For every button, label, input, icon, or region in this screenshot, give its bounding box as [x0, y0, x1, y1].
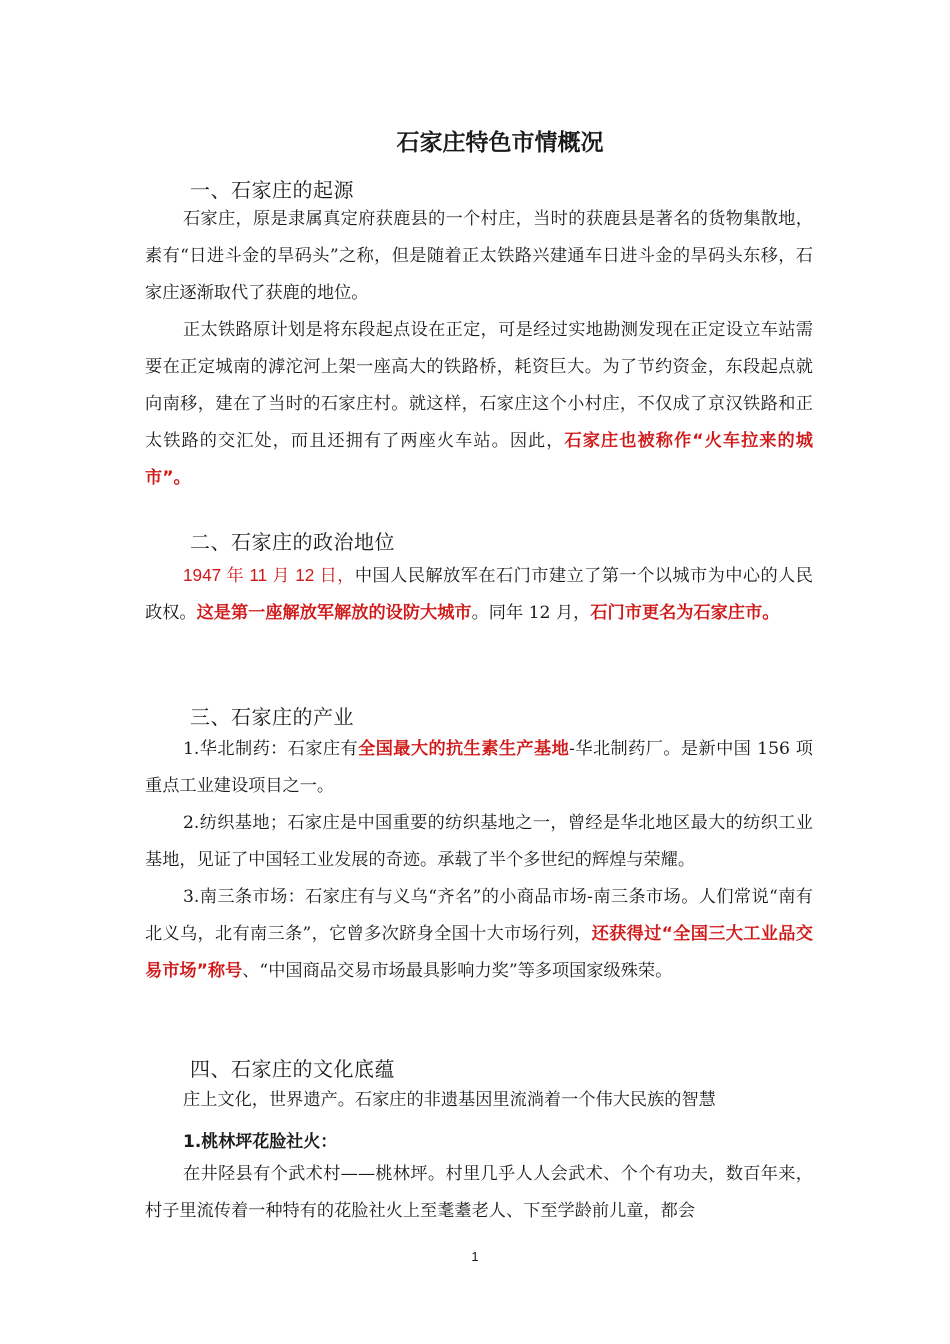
industry-item-pharma — [145, 731, 813, 805]
culture-subheading: 1.桃林坪花脸社火： — [183, 1132, 338, 1152]
politics-text-1: 中国人民解放军在石门市建立了第一个以城市为中心的人民政权。 — [145, 566, 813, 623]
market-text-1: 3.南三条市场：石家庄有与义乌“齐名”的小商品市场-南三条市场。人们常说“南有北义乌，北有南三条”，它曾多次跻身全国十大市场行列， — [145, 887, 813, 944]
highlight-rename: 石门市更名为石家庄市。 — [590, 603, 780, 623]
section-heading-origin: 一、石家庄的起源 — [190, 178, 354, 202]
paragraph-culture-intro: 庄上文化，世界遗产。石家庄的非遗基因里流淌着一个伟大民族的智慧 — [183, 1090, 716, 1110]
industry-item-market — [145, 879, 813, 990]
page-title: 石家庄特色市情概况 — [396, 130, 604, 156]
highlight-antibiotic-base: 全国最大的抗生素生产基地 — [358, 739, 570, 759]
paragraph-origin-2-text: 正太铁路原计划是将东段起点设在正定，可是经过实地勘测发现在正定设立车站需要在正定城南的滹沱河上架一座高大的铁路桥，耗资巨大。为了节约资金，东段起点就向南移，建在了当时的石家庄村。就这样，石家庄这个小村庄，不仅成了京汉铁路和正太铁路的交汇处，而且还拥有了两座火车站。因此， — [145, 320, 813, 451]
section-heading-politics: 二、石家庄的政治地位 — [190, 530, 395, 554]
politics-text-2: 。同年 12 月， — [471, 603, 591, 623]
paragraph-origin-1: 石家庄，原是隶属真定府获鹿县的一个村庄，当时的获鹿县是著名的货物集散地，素有“日进斗金的旱码头”之称，但是随着正太铁路兴建通车日进斗金的旱码头东移，石家庄逐渐取代了获鹿的地位。 — [145, 209, 813, 303]
page-number: 1 — [471, 1249, 479, 1264]
highlight-first-city: 这是第一座解放军解放的设防大城市 — [196, 603, 472, 623]
pharma-text-1: 1.华北制药：石家庄有 — [183, 739, 359, 759]
paragraph-origin-2 — [145, 312, 813, 497]
industry-item-textile: 2.纺织基地；石家庄是中国重要的纺织基地之一，曾经是华北地区最大的纺织工业基地，见证了中国轻工业发展的奇迹。承载了半个多世纪的辉煌与荣耀。 — [145, 813, 813, 870]
highlight-date: 1947 年 11 月 12 日， — [183, 565, 355, 585]
market-text-2: 、“中国商品交易市场最具影响力奖”等多项国家级殊荣。 — [242, 961, 673, 981]
highlight-market-title: 还获得过“全国三大工业品交易市场”称号 — [145, 924, 813, 981]
pharma-text-2: -华北制药厂。是新中国 156 项重点工业建设项目之一。 — [145, 739, 813, 796]
highlight-train-city: 石家庄也被称作“火车拉来的城市”。 — [145, 431, 813, 488]
section-heading-culture: 四、石家庄的文化底蕴 — [190, 1057, 395, 1081]
section-heading-industry: 三、石家庄的产业 — [190, 705, 354, 729]
paragraph-culture-1: 在井陉县有个武术村——桃林坪。村里几乎人人会武术、个个有功夫，数百年来，村子里流传着一种特有的花脸社火上至耄耋老人、下至学龄前儿童，都会 — [145, 1164, 813, 1221]
paragraph-politics — [145, 557, 813, 632]
